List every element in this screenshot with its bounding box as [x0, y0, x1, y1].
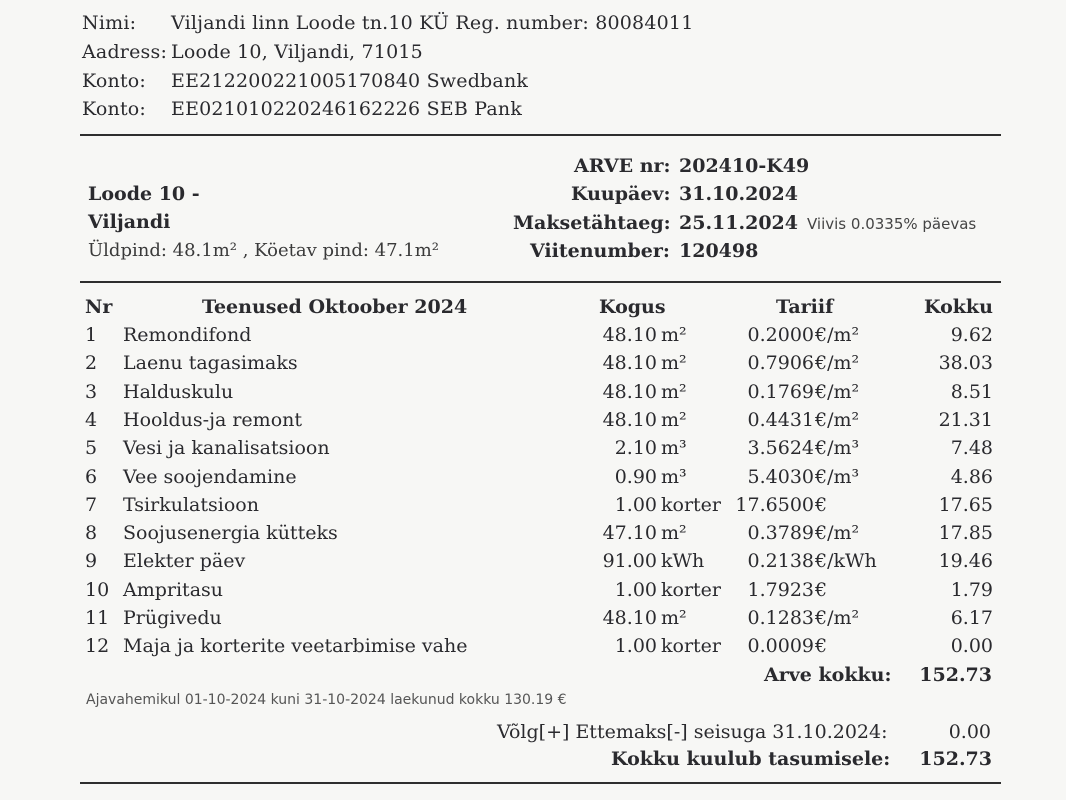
received-note: Ajavahemikul 01-10-2024 kuni 31-10-2024 laekunud kokku 130.19 €: [86, 692, 567, 708]
row-total: 38.03: [938, 352, 993, 374]
service-name: Halduskulu: [123, 381, 234, 403]
tariff-unit: €/m²: [815, 381, 860, 403]
service-name: Elekter päev: [123, 550, 246, 572]
tariff-value: 17.6500: [735, 494, 814, 516]
row-number: 9: [85, 550, 98, 572]
invoice-date-label: Kuupäev:: [571, 183, 671, 205]
row-number: 12: [85, 635, 110, 657]
tariff-unit: €/m²: [815, 324, 860, 346]
row-total: 4.86: [950, 466, 993, 488]
quantity-unit: korter: [661, 635, 721, 657]
tariff-value: 3.5624: [747, 437, 814, 459]
row-number: 1: [85, 324, 98, 346]
payable-total: 152.73: [919, 748, 992, 770]
company-name-label: Nimi:: [82, 12, 137, 34]
service-name: Maja ja korterite veetarbimise vahe: [123, 635, 468, 657]
quantity-value: 48.10: [602, 324, 657, 346]
service-name: Soojusenergia kütteks: [123, 522, 338, 544]
tariff-unit: €: [815, 579, 828, 601]
tariff-value: 0.2000: [747, 324, 814, 346]
tariff-value: 1.7923: [747, 579, 814, 601]
row-number: 6: [85, 466, 98, 488]
tariff-unit: €/m²: [815, 409, 860, 431]
tariff-value: 0.3789: [747, 522, 814, 544]
row-number: 2: [85, 352, 98, 374]
quantity-value: 91.00: [602, 550, 657, 572]
row-number: 3: [85, 381, 98, 403]
balance-label: Võlg[+] Ettemaks[-] seisuga 31.10.2024:: [497, 721, 888, 743]
invoice-number: 202410-K49: [679, 155, 810, 177]
quantity-unit: m²: [661, 522, 687, 544]
row-number: 5: [85, 437, 98, 459]
row-total: 0.00: [950, 635, 993, 657]
tariff-unit: €/m³: [815, 437, 860, 459]
tariff-unit: €/m²: [815, 522, 860, 544]
service-name: Ampritasu: [123, 579, 224, 601]
tariff-unit: €/kWh: [815, 550, 877, 572]
due-date: 25.11.2024: [679, 212, 798, 234]
reference-number: 120498: [679, 240, 759, 262]
row-total: 19.46: [938, 550, 993, 572]
meta-divider: [80, 281, 1001, 283]
quantity-unit: m²: [661, 409, 687, 431]
quantity-unit: kWh: [661, 550, 705, 572]
col-header-total: Kokku: [924, 296, 993, 318]
bank-account-seb: EE021010220246162226 SEB Pank: [171, 98, 523, 120]
service-name: Hooldus-ja remont: [123, 409, 303, 431]
quantity-value: 2.10: [614, 437, 657, 459]
balance-value: 0.00: [948, 721, 991, 743]
quantity-value: 1.00: [614, 579, 657, 601]
account1-label: Konto:: [82, 70, 147, 92]
tariff-value: 5.4030: [747, 466, 814, 488]
company-address: Loode 10, Viljandi, 71015: [171, 41, 423, 63]
row-number: 11: [85, 607, 110, 629]
tariff-value: 0.7906: [747, 352, 814, 374]
footer-divider: [80, 782, 1001, 784]
row-total: 9.62: [950, 324, 993, 346]
tariff-unit: €/m³: [815, 466, 860, 488]
reference-label: Viitenumber:: [530, 240, 670, 262]
quantity-value: 1.00: [614, 494, 657, 516]
bank-account-swedbank: EE212200221005170840 Swedbank: [171, 70, 529, 92]
quantity-value: 1.00: [614, 635, 657, 657]
row-number: 8: [85, 522, 98, 544]
quantity-value: 48.10: [602, 607, 657, 629]
invoice-date: 31.10.2024: [679, 183, 798, 205]
col-header-service: Teenused Oktoober 2024: [202, 296, 468, 318]
row-number: 10: [85, 579, 110, 601]
col-header-tariff: Tariif: [776, 296, 834, 318]
col-header-nr: Nr: [85, 296, 113, 318]
row-number: 4: [85, 409, 98, 431]
tariff-value: 0.1769: [747, 381, 814, 403]
quantity-unit: korter: [661, 494, 721, 516]
service-name: Vee soojendamine: [123, 466, 297, 488]
penalty-note: Viivis 0.0335% päevas: [807, 215, 977, 233]
due-date-label: Maksetähtaeg:: [513, 212, 671, 234]
tariff-value: 0.2138: [747, 550, 814, 572]
quantity-unit: m³: [661, 466, 687, 488]
quantity-unit: m²: [661, 607, 687, 629]
row-total: 17.85: [938, 522, 993, 544]
service-name: Prügivedu: [123, 607, 222, 629]
tariff-unit: €: [815, 494, 828, 516]
quantity-unit: m³: [661, 437, 687, 459]
invoice-total: 152.73: [919, 664, 992, 686]
service-name: Laenu tagasimaks: [123, 352, 298, 374]
row-total: 1.79: [950, 579, 993, 601]
quantity-unit: m²: [661, 381, 687, 403]
property-line1: Loode 10 -: [88, 183, 200, 205]
tariff-unit: €/m²: [815, 607, 860, 629]
quantity-unit: m²: [661, 352, 687, 374]
invoice-total-label: Arve kokku:: [764, 664, 892, 686]
quantity-value: 48.10: [602, 352, 657, 374]
account2-label: Konto:: [82, 98, 147, 120]
address-label: Aadress:: [82, 41, 168, 63]
property-line2: Viljandi: [88, 211, 171, 233]
quantity-value: 0.90: [614, 466, 657, 488]
tariff-unit: €: [815, 635, 828, 657]
quantity-unit: korter: [661, 579, 721, 601]
property-area: Üldpind: 48.1m² , Köetav pind: 47.1m²: [88, 240, 440, 261]
quantity-value: 47.10: [602, 522, 657, 544]
tariff-value: 0.0009: [747, 635, 814, 657]
service-name: Tsirkulatsioon: [123, 494, 259, 516]
quantity-unit: m²: [661, 324, 687, 346]
quantity-value: 48.10: [602, 381, 657, 403]
col-header-quantity: Kogus: [599, 296, 666, 318]
header-divider: [80, 134, 1001, 136]
service-name: Vesi ja kanalisatsioon: [123, 437, 330, 459]
row-total: 21.31: [938, 409, 993, 431]
row-number: 7: [85, 494, 98, 516]
payable-label: Kokku kuulub tasumisele:: [611, 748, 891, 770]
company-name: Viljandi linn Loode tn.10 KÜ Reg. number: 80084011: [171, 12, 694, 34]
invoice-number-label: ARVE nr:: [574, 155, 671, 177]
tariff-unit: €/m²: [815, 352, 860, 374]
tariff-value: 0.4431: [747, 409, 814, 431]
row-total: 8.51: [950, 381, 993, 403]
row-total: 17.65: [938, 494, 993, 516]
tariff-value: 0.1283: [747, 607, 814, 629]
row-total: 7.48: [950, 437, 993, 459]
service-name: Remondifond: [123, 324, 252, 346]
quantity-value: 48.10: [602, 409, 657, 431]
row-total: 6.17: [950, 607, 993, 629]
